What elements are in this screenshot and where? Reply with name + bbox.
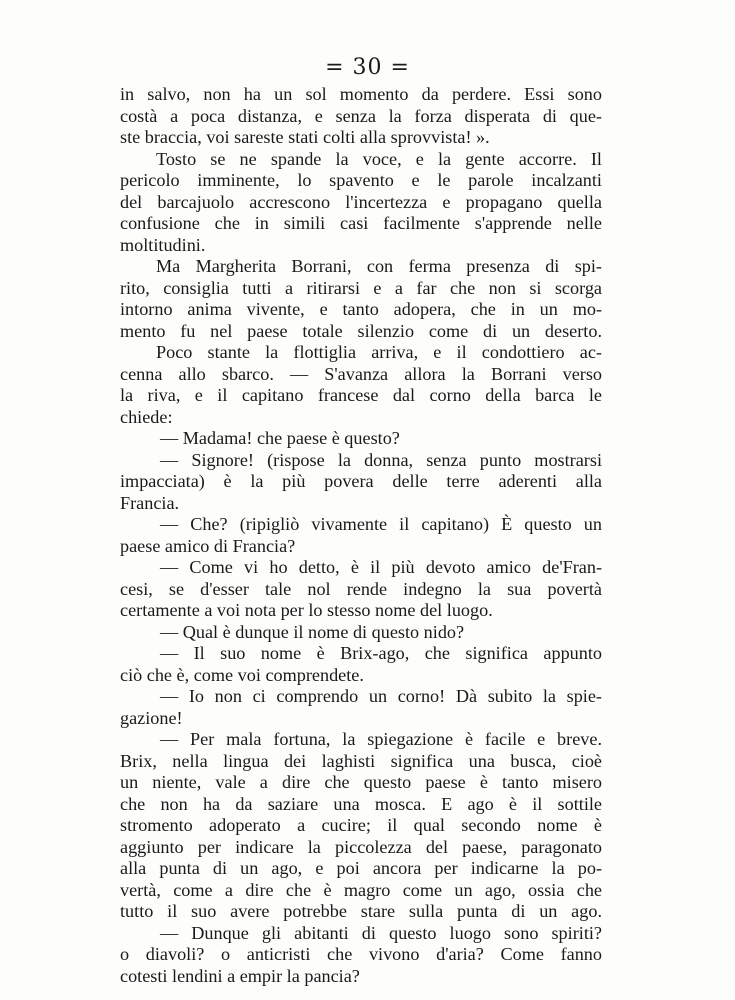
text-line: tutto il suo avere potrebbe stare sulla punta di un ago. (120, 901, 602, 921)
paragraph-start-line: Tosto se ne spande la voce, e la gente accorre. Il (156, 148, 602, 169)
text-line: rito, consiglia tutti a ritirarsi e a far che non si scorga (120, 277, 602, 298)
text-line: pericolo imminente, lo spavento e le parole incalzanti (120, 170, 602, 190)
text-line: costà a poca distanza, e senza la forza disperata di que- (120, 105, 602, 126)
text-line: ciò che è, come voi comprendete. (120, 664, 364, 685)
text-line: paese amico di Francia? (120, 535, 296, 556)
text-line: Brix, nella lingua dei laghisti significa una busca, cioè (120, 750, 602, 771)
text-line: chiede: (120, 406, 173, 427)
page-number: = 30 = (325, 55, 410, 80)
dialogue-line: — Per mala fortuna, la spiegazione è facile e breve. (160, 729, 602, 749)
dialogue-line: — Il suo nome è Brix-ago, che significa appunto (160, 643, 602, 663)
text-line: cotesti lendini a empir la pancia? (120, 965, 360, 986)
text-line: o diavoli? o anticristi che vivono d'aria? Come fanno (120, 944, 602, 964)
text-line: Francia. (120, 492, 180, 513)
text-line: intorno anima vivente, e tanto adopera, che in un mo- (120, 299, 602, 319)
text-line: la riva, e il capitano francese dal corno della barca le (120, 385, 602, 405)
dialogue-line: — Come vi ho detto, è il più devoto amico de'Fran- (160, 557, 602, 577)
dialogue-line: — Signore! (rispose la donna, senza punto mostrarsi (160, 449, 602, 470)
dialogue-line: — Madama! che paese è questo? (160, 428, 400, 448)
text-line: certamente a voi nota per lo stesso nome del luogo. (120, 600, 493, 620)
text-line: gazione! (120, 707, 183, 728)
text-line: confusione che in simili casi facilmente s'apprende nelle (120, 213, 602, 233)
text-line: impacciata) è la più povera delle terre aderenti alla (120, 471, 602, 491)
text-line: mento fu nel paese totale silenzio come di un deserto. (120, 320, 602, 341)
dialogue-line: — Che? (ripigliò vivamente il capitano) È questo un (160, 514, 602, 534)
text-line: un niente, vale a dire che questo paese è tanto misero (120, 772, 602, 792)
text-line: stromento adoperato a cucire; il qual secondo nome è (120, 815, 602, 835)
text-line: in salvo, non ha un sol momento da perdere. Essi sono (120, 84, 602, 104)
text-line: vertà, come a dire che è magro come un ago, ossia che (120, 879, 602, 900)
text-line: ste braccia, voi sareste stati colti alla sprovvista! ». (120, 127, 490, 147)
dialogue-line: — Io non ci comprendo un corno! Dà subito la spie- (160, 686, 602, 706)
text-line: del barcajuolo accrescono l'incertezza e propagano quella (120, 191, 602, 212)
paragraph-start-line: Ma Margherita Borrani, con ferma presenza di spi- (156, 256, 602, 276)
dialogue-line: — Dunque gli abitanti di questo luogo sono spiriti? (160, 922, 602, 943)
body-text (120, 84, 602, 987)
text-line: cenna allo sbarco. — S'avanza allora la Borrani verso (120, 363, 602, 384)
text-line: che non ha da saziare una mosca. E ago è il sottile (120, 793, 602, 814)
text-line: alla punta di un ago, e poi ancora per indicarne la po- (120, 858, 602, 878)
text-line: moltitudini. (120, 234, 206, 255)
dialogue-line: — Qual è dunque il nome di questo nido? (160, 621, 465, 642)
text-line: aggiunto per indicare la piccolezza del paese, paragonato (120, 836, 602, 857)
text-line: cesi, se d'esser tale nol rende indegno la sua povertà (120, 578, 602, 599)
paragraph-start-line: Poco stante la flottiglia arriva, e il condottiero ac- (156, 342, 602, 362)
